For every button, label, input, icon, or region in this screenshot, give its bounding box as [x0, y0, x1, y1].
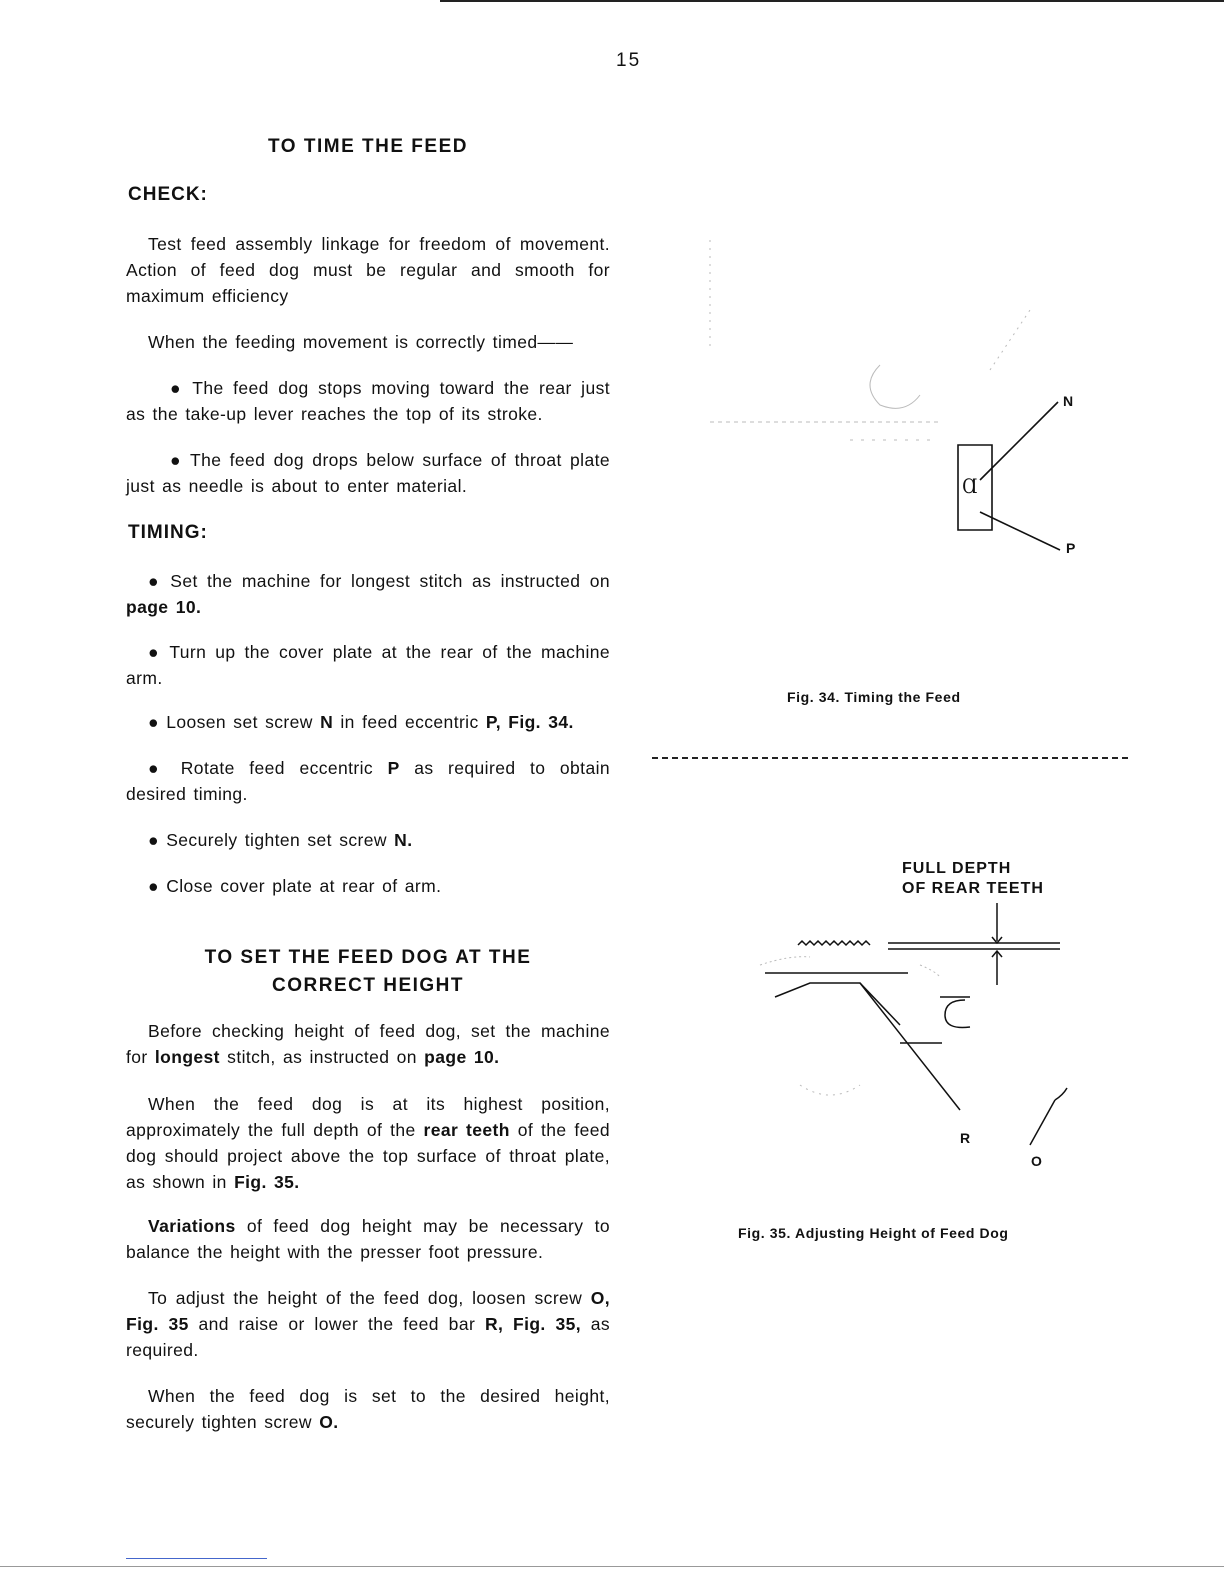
- text: as required to obtain desired timing.: [126, 758, 610, 804]
- emph: longest: [154, 1047, 220, 1067]
- text: ● Rotate feed eccentric: [148, 758, 388, 778]
- title-line-1: TO SET THE FEED DOG AT THE: [204, 947, 532, 968]
- timing-label: TIMING:: [128, 522, 208, 543]
- text: ● Loosen set screw: [148, 712, 321, 732]
- text: in feed eccentric: [333, 712, 486, 732]
- text: as required.: [126, 1314, 611, 1360]
- check-label: CHECK:: [128, 184, 208, 205]
- timed-bullet-2: ● The feed dog drops below surface of throat plate just as needle is about to enter material.: [126, 450, 610, 496]
- section-title-feed-dog-height: [126, 944, 610, 1000]
- emph: rear teeth: [423, 1120, 510, 1140]
- bottom-link-rule: [126, 1558, 267, 1559]
- ref: N.: [394, 830, 413, 850]
- text: of the feed dog should project above the top surface of throat plate, as shown in: [126, 1120, 610, 1192]
- figure-divider: [652, 757, 1128, 759]
- ref: R, Fig. 35,: [484, 1314, 581, 1334]
- emph: Variations: [148, 1216, 236, 1236]
- fig34-caption: Fig. 34. Timing the Feed: [787, 689, 961, 705]
- bottom-rule: [0, 1566, 1224, 1567]
- height-para-5: [126, 1383, 610, 1435]
- page-number: 15: [616, 50, 642, 71]
- timing-step-5: [126, 827, 610, 853]
- text: of feed dog height may be necessary to balance the height with the presser foot pressure.: [126, 1216, 610, 1262]
- title-line-2: CORRECT HEIGHT: [272, 975, 464, 996]
- timing-step-2: ● Turn up the cover plate at the rear of the machine arm.: [126, 642, 610, 688]
- ref: N: [320, 712, 334, 732]
- text: Before checking height of feed dog, set the machine for: [126, 1021, 610, 1067]
- fig-ref: Fig. 35.: [234, 1172, 300, 1192]
- label-line-2: OF REAR TEETH: [902, 880, 1044, 897]
- ref: P, Fig. 34.: [485, 712, 574, 732]
- height-para-3: [126, 1213, 610, 1265]
- label-line-1: FULL DEPTH: [902, 860, 1012, 877]
- height-para-2: [126, 1091, 610, 1195]
- ref: O, Fig. 35: [126, 1288, 610, 1334]
- timing-step-4: [126, 755, 610, 807]
- text: stitch, as instructed on: [219, 1047, 425, 1067]
- page-ref: page 10.: [126, 597, 202, 617]
- timing-step-1: [126, 568, 610, 620]
- page-ref: page 10.: [424, 1047, 500, 1067]
- ref: P: [387, 758, 400, 778]
- text: ● Set the machine for longest stitch as instructed on: [148, 571, 610, 591]
- text: and raise or lower the feed bar: [188, 1314, 485, 1334]
- text: When the feed dog is at its highest position, approximately the full depth of the: [126, 1094, 610, 1140]
- svg-text:Ɑ: Ɑ: [962, 474, 978, 498]
- top-rule: [440, 0, 1224, 2]
- timing-step-6: ● Close cover plate at rear of arm.: [148, 876, 442, 896]
- timed-intro: When the feeding movement is correctly timed——: [148, 332, 574, 352]
- section-title-time-feed: TO TIME THE FEED: [268, 136, 468, 157]
- ref: O.: [319, 1412, 339, 1432]
- text: ● Securely tighten set screw: [148, 830, 395, 850]
- check-paragraph: Test feed assembly linkage for freedom of movement. Action of feed dog must be regular and smooth for maximum efficiency: [126, 234, 610, 306]
- timing-step-3: [126, 709, 610, 735]
- fig35-illustration: [740, 895, 1100, 1175]
- text: When the feed dog is set to the desired height, securely tighten screw: [126, 1386, 610, 1432]
- fig34-illustration: [700, 230, 1100, 570]
- height-para-1: [126, 1018, 610, 1070]
- timed-bullet-1: ● The feed dog stops moving toward the rear just as the take-up lever reaches the top of its stroke.: [126, 378, 610, 424]
- fig35-label-full-depth: [902, 859, 1044, 899]
- fig34-label-p: P: [1066, 540, 1076, 556]
- fig35-caption: Fig. 35. Adjusting Height of Feed Dog: [738, 1225, 1009, 1241]
- fig35-label-r: R: [960, 1130, 971, 1146]
- height-para-4: [126, 1285, 610, 1363]
- fig35-label-o: O: [1031, 1153, 1042, 1169]
- text: To adjust the height of the feed dog, loosen screw: [148, 1288, 591, 1308]
- fig34-label-n: N: [1063, 393, 1074, 409]
